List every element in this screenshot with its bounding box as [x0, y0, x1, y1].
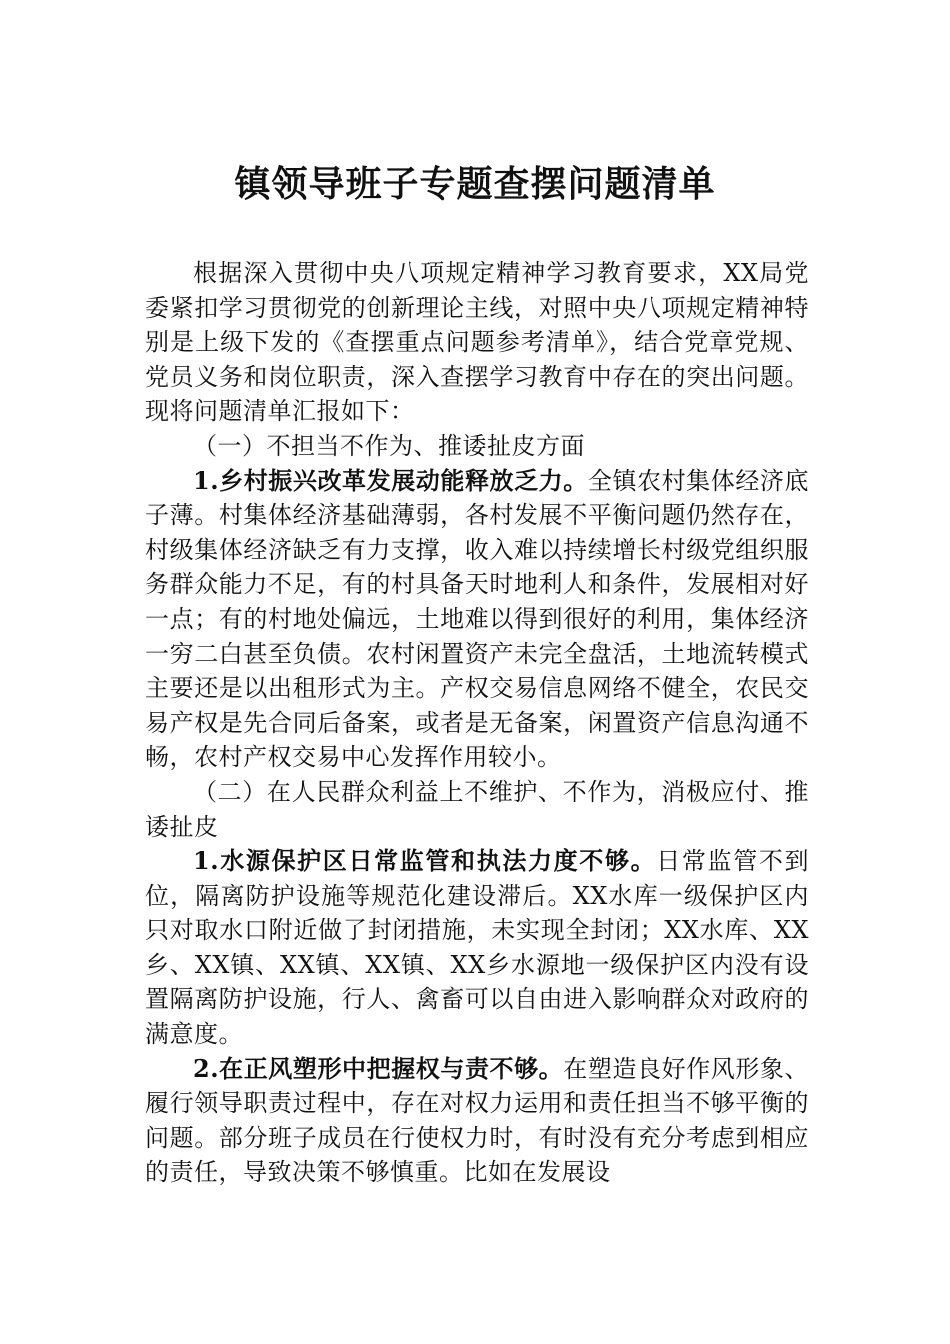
section-heading-1: （一）不担当不作为、推诿扯皮方面	[193, 431, 585, 460]
section-2-item-2	[145, 1052, 809, 1190]
section-heading-2: （二）在人民群众利益上不维护、不作为，消极应付、推诿扯皮	[145, 777, 809, 841]
section-1-item-1	[145, 464, 809, 775]
intro-paragraph: 根据深入贯彻中央八项规定精神学习教育要求，XX局党委紧扣学习贯彻党的创新理论主线，对照中央八项规定精神特别是上级下发的《查摆重点问题参考清单》，结合党章党规、党员义务和岗位职责，深入查摆学习教育中存在的突出问题。现将问题清单汇报如下：	[145, 259, 809, 426]
item-text: 日常监管不到位，隔离防护设施等规范化建设滞后。XX水库一级保护区内只对取水口附近做了封闭措施，未实现全封闭；XX水库、XX乡、XX镇、XX镇、XX镇、XX乡水源地一级保护区内没有设置隔离防护设施，行人、禽畜可以自由进入影响群众对政府的满意度。	[145, 847, 809, 1049]
item-text: 全镇农村集体经济底子薄。村集体经济基础薄弱，各村发展不平衡问题仍然存在，村级集体经济缺乏有力支撑，收入难以持续增长村级党组织服务群众能力不足，有的村具备天时地利人和条件，发展相对好一点；有的村地处偏远，土地难以得到很好的利用，集体经济一穷二白甚至负债。农村闲置资产未完全盘活，土地流转模式主要还是以出租形式为主。产权交易信息网络不健全，农民交易产权是先合同后备案，或者是无备案，闲置资产信息沟通不畅，农村产权交易中心发挥作用较小。	[145, 466, 810, 772]
item-text: 在塑造良好作风形象、履行领导职责过程中，存在对权力运用和责任担当不够平衡的问题。部分班子成员在行使权力时，有时没有充分考虑到相应的责任，导致决策不够慎重。比如在发展设	[145, 1054, 809, 1187]
item-lead: 1.水源保护区日常监管和执法力度不够。	[193, 846, 657, 876]
document-body	[145, 256, 809, 1190]
section-2-item-1	[145, 844, 809, 1052]
item-lead: 2.在正风塑形中把握权与责不够。	[193, 1053, 564, 1083]
item-lead: 1.乡村振兴改革发展动能释放乏力。	[193, 465, 588, 495]
document-title: 镇领导班子专题查摆问题清单	[234, 163, 716, 205]
